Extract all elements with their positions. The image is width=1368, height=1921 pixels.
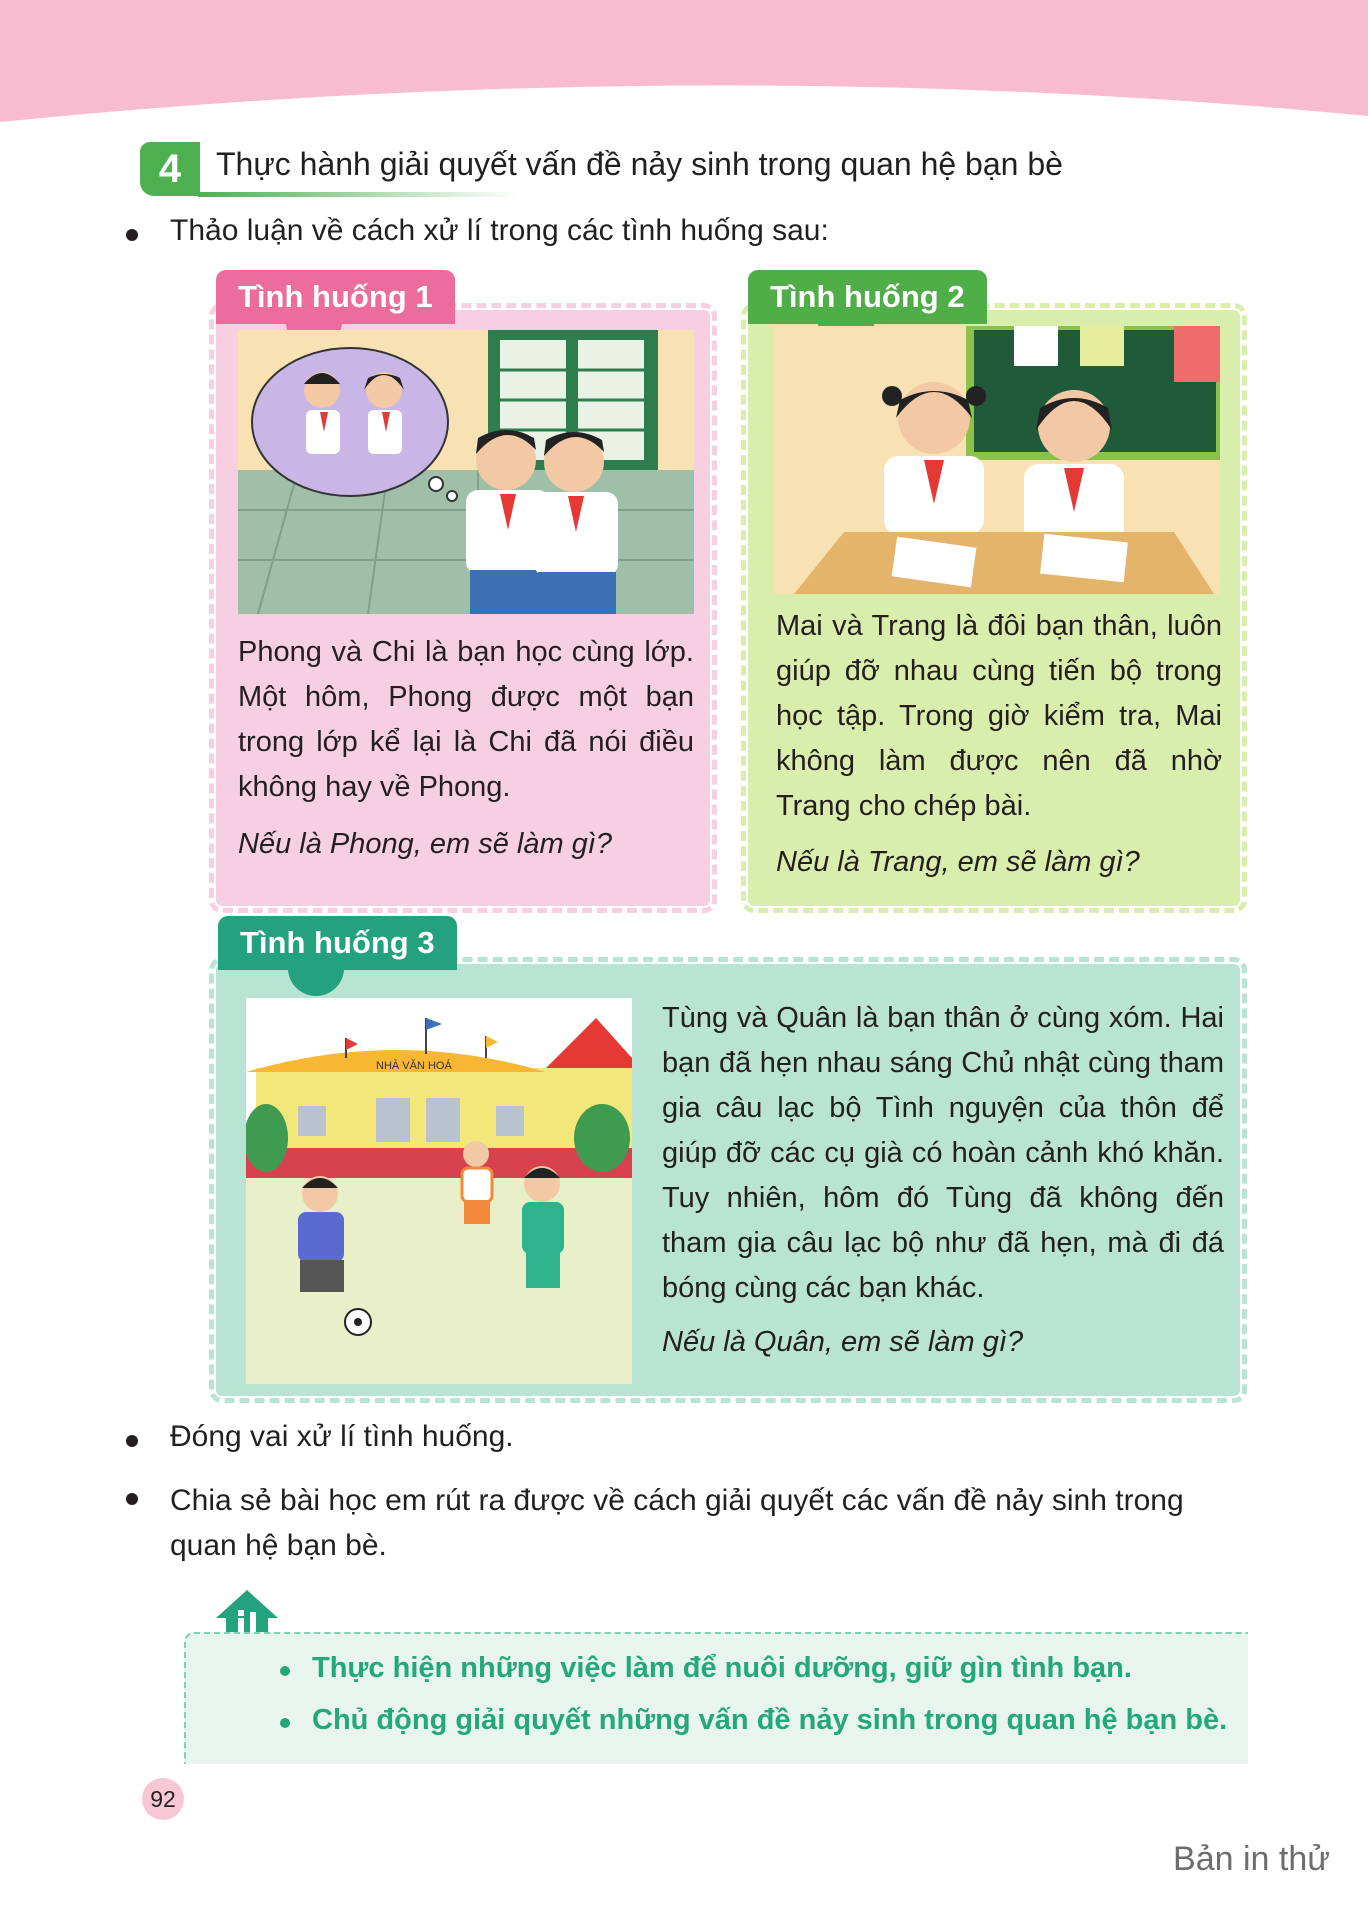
page-number: 92 <box>142 1778 184 1820</box>
activity-bullet-roleplay: Đóng vai xử lí tình huống. <box>170 1420 1260 1454</box>
top-decorative-band <box>0 0 1368 140</box>
situation-1-illustration <box>238 330 694 614</box>
lesson-summary-box <box>184 1632 1248 1764</box>
summary-item-resolve: Chủ động giải quyết những vấn đề nảy sinh trong quan hệ bạn bè. <box>312 1704 1228 1736</box>
situation-2-question: Nếu là Trang, em sẽ làm gì? <box>776 846 1140 878</box>
draft-mark: Bản in thử <box>1173 1840 1330 1878</box>
heading-underline <box>198 192 518 197</box>
situation-2-illustration <box>774 326 1220 594</box>
activity-bullet-share: Chia sẻ bài học em rút ra được về cách giải quyết các vấn đề nảy sinh trong quan hệ bạn bè. <box>170 1478 1250 1568</box>
situation-1-story: Phong và Chi là bạn học cùng lớp. Một hôm, Phong được một bạn trong lớp kể lại là Chi đã nói điều không hay về Phong. <box>238 636 694 803</box>
situation-3-question: Nếu là Quân, em sẽ làm gì? <box>662 1326 1024 1358</box>
situation-3-tab: Tình huống 3 <box>218 916 457 970</box>
situation-3-story: Tùng và Quân là bạn thân ở cùng xóm. Hai bạn đã hẹn nhau sáng Chủ nhật cùng tham gia câu lạc bộ Tình nguyện của thôn để giúp đỡ các cụ già có hoàn cảnh khó khăn. Tuy nhiên, hôm đó Tùng đã không đến tham gia câu lạc bộ như đã hẹn, mà đi đá bóng cùng các bạn khác. <box>662 1002 1224 1304</box>
situation-3-illustration <box>246 998 632 1384</box>
situation-1-tab: Tình huống 1 <box>216 270 455 324</box>
situation-1-question: Nếu là Phong, em sẽ làm gì? <box>238 828 612 860</box>
situation-2-tab: Tình huống 2 <box>748 270 987 324</box>
intro-bullet: Thảo luận về cách xử lí trong các tình huống sau: <box>170 214 829 247</box>
summary-item-nurture: Thực hiện những việc làm để nuôi dưỡng, giữ gìn tình bạn. <box>312 1652 1132 1684</box>
situation-2-story: Mai và Trang là đôi bạn thân, luôn giúp đỡ nhau cùng tiến bộ trong học tập. Trong giờ kiểm tra, Mai không làm được nên đã nhờ Trang cho chép bài. <box>776 610 1222 822</box>
section-heading <box>140 138 1240 202</box>
building-sign: NHÀ VĂN HOÁ <box>376 1060 452 1072</box>
section-title: Thực hành giải quyết vấn đề nảy sinh trong quan hệ bạn bè <box>216 146 1063 182</box>
section-number-badge: 4 <box>140 142 200 196</box>
